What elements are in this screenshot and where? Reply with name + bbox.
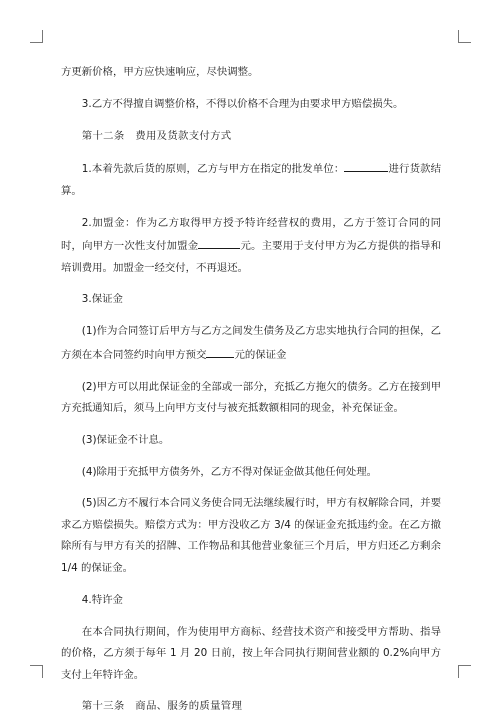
crop-mark-top-right <box>458 30 471 43</box>
article-13-heading: 第十三条 商品、服务的质量管理 <box>81 700 243 713</box>
crop-mark-top-left <box>30 30 43 43</box>
blank-line-settlement-unit <box>344 157 388 172</box>
paragraph-deposit-1: (1)作为合同签订后甲方与乙方之间发生债务及乙方忠实地执行合同的担保，乙方须在本合同签约时向甲方预交 元的保证金 <box>61 325 441 361</box>
paragraph-deposit-3: (3)保证金不计息。 <box>81 433 170 446</box>
paragraph-royalty: 在本合同执行期间，作为使用甲方商标、经营技术资产和接受甲方帮助、指导的价格，乙方须于每年 1 月 20 日前，按上年合同执行期间营业额的 0.2%向甲方支付上年特许金。 <box>61 625 441 681</box>
paragraph-price-update-continuation: 方更新价格，甲方应快速响应，尽快调整。 <box>61 66 259 78</box>
paragraph-no-price-adjustment: 3.乙方不得擅自调整价格，不得以价格不合理为由要求甲方赔偿损失。 <box>81 97 404 110</box>
article-12-heading: 第十二条 费用及货款支付方式 <box>81 129 232 142</box>
paragraph-settlement: 1.本着先款后货的原则，乙方与甲方在指定的批发单位： 进行货款结算。 <box>61 157 441 202</box>
paragraph-franchise-fee: 2.加盟金：作为乙方取得甲方授予特许经营权的费用，乙方于签订合同的同时，向甲方一次性支付加盟金 元。主要用于支付甲方为乙方提供的指导和培训费用。加盟金一经交付，不再退还。 <box>61 216 441 274</box>
paragraph-deposit-2: (2)甲方可以用此保证金的全部或一部分，充抵乙方拖欠的债务。乙方在接到甲方充抵通知后，须马上向甲方支付与被充抵数额相同的现金，补充保证金。 <box>61 380 441 415</box>
blank-line-franchise-fee-amount <box>198 234 240 249</box>
blank-line-deposit-amount <box>206 343 234 358</box>
section-deposit-heading: 3.保证金 <box>81 293 123 306</box>
paragraph-deposit-4: (4)除用于充抵甲方债务外，乙方不得对保证金做其他任何处理。 <box>81 465 378 478</box>
document-body <box>61 62 441 728</box>
crop-mark-bottom-right <box>458 665 471 678</box>
section-royalty-heading: 4.特许金 <box>81 593 123 606</box>
crop-mark-bottom-left <box>30 665 43 678</box>
paragraph-deposit-5: (5)因乙方不履行本合同义务使合同无法继续履行时，甲方有权解除合同，并要求乙方赔偿损失。赔偿方式为：甲方没收乙方 3/4 的保证金充抵违约金。在乙方撤除所有与甲方有关的招牌、工作物品和其他营业象征三个月后，甲方归还乙方剩余 1/4 的保证金。 <box>61 497 441 574</box>
